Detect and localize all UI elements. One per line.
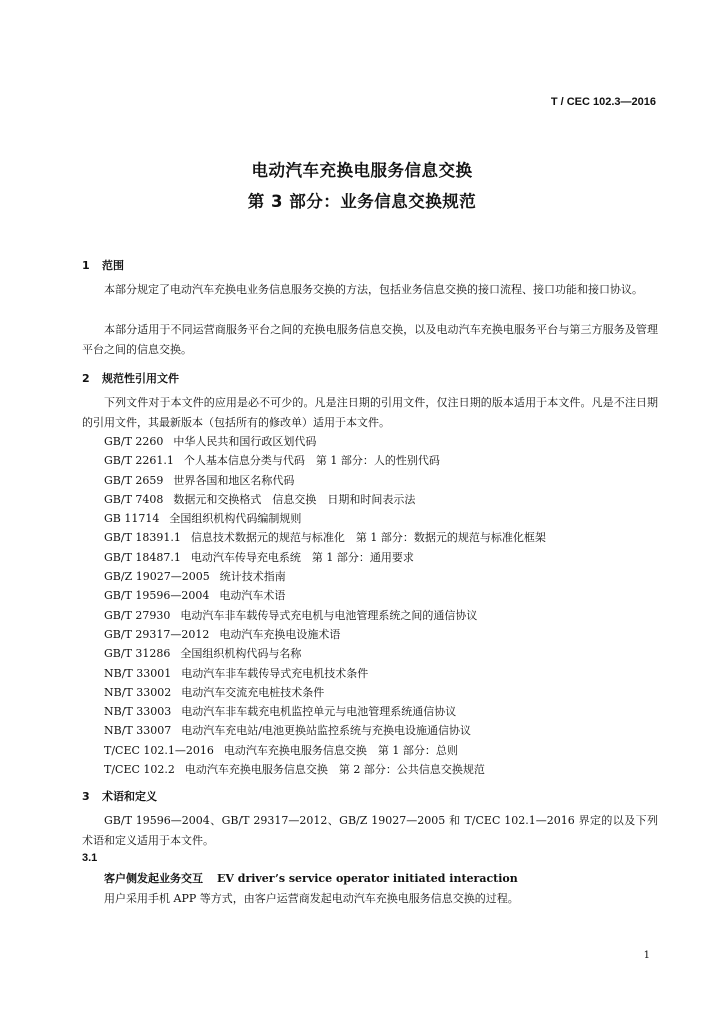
- document-title-line-2: 第 3 部分：业务信息交换规范: [247, 192, 477, 211]
- reference-item: [104, 721, 546, 740]
- reference-title: 电动汽车术语: [219, 589, 286, 603]
- reference-title: 电动汽车充换电服务信息交换 第 2 部分：公共信息交换规范: [184, 763, 485, 777]
- section-heading-scope: [82, 257, 124, 273]
- reference-code: NB/T 33002: [104, 685, 172, 699]
- reference-item: [104, 683, 546, 702]
- reference-code: GB/T 18487.1: [104, 550, 181, 564]
- reference-item: [104, 567, 546, 586]
- section-title: 范围: [102, 259, 124, 272]
- reference-code: GB 11714: [104, 512, 160, 526]
- reference-item: [104, 451, 546, 470]
- reference-item: [104, 702, 546, 721]
- reference-item: [104, 664, 546, 683]
- term-chinese: 客户侧发起业务交互: [104, 872, 203, 885]
- reference-item: [104, 432, 546, 451]
- section-heading-normative: [82, 370, 179, 386]
- reference-item: [104, 606, 546, 625]
- reference-title: 电动汽车非车载传导式充电机与电池管理系统之间的通信协议: [180, 608, 478, 622]
- page-number: 1: [643, 950, 650, 961]
- terms-intro: GB/T 19596—2004、GB/T 29317—2012、GB/Z 19027—2005 和 T/CEC 102.1—2016 界定的以及下列术语和定义适用于本文件。: [82, 814, 658, 847]
- reference-title: 中华人民共和国行政区划代码: [173, 435, 317, 448]
- reference-item: [104, 741, 546, 760]
- reference-title: 电动汽车交流充电桩技术条件: [181, 685, 325, 699]
- reference-code: GB/T 2261.1: [104, 454, 174, 468]
- reference-item: [104, 509, 546, 528]
- reference-title: 电动汽车充电站/电池更换站监控系统与充换电设施通信协议: [181, 724, 471, 738]
- section-title: 规范性引用文件: [102, 372, 179, 385]
- section-number: 3: [82, 790, 90, 803]
- reference-code: NB/T 33007: [104, 724, 172, 738]
- reference-code: T/CEC 102.1—2016: [104, 743, 214, 757]
- term-heading: [104, 870, 518, 886]
- reference-code: GB/T 31286: [104, 647, 171, 661]
- reference-code: T/CEC 102.2: [104, 763, 175, 777]
- reference-item: [104, 586, 546, 605]
- reference-item: [104, 548, 546, 567]
- scope-paragraph-2: 本部分适用于不同运营商服务平台之间的充换电服务信息交换，以及电动汽车充换电服务平台与第三方服务及管理平台之间的信息交换。: [82, 323, 658, 356]
- reference-item: [104, 471, 546, 490]
- reference-title: 世界各国和地区名称代码: [173, 473, 295, 487]
- section-number: 2: [82, 372, 90, 385]
- normative-intro: 下列文件对于本文件的应用是必不可少的。凡是注日期的引用文件，仅注日期的版本适用于本文件。凡是不注日期的引用文件，其最新版本（包括所有的修改单）适用于本文件。: [82, 396, 658, 429]
- section-number: 1: [82, 259, 90, 272]
- reference-code: GB/T 19596—2004: [104, 589, 210, 603]
- reference-title: 电动汽车非车载传导式充电机技术条件: [181, 666, 369, 680]
- reference-code: GB/Z 19027—2005: [104, 570, 210, 584]
- reference-code: GB/T 27930: [104, 608, 171, 622]
- reference-code: GB/T 29317—2012: [104, 627, 210, 641]
- reference-title: 全国组织机构代码编制规则: [169, 512, 302, 526]
- reference-title: 全国组织机构代码与名称: [180, 647, 302, 661]
- reference-title: 电动汽车非车载充电机监控单元与电池管理系统通信协议: [181, 705, 457, 719]
- reference-code: GB/T 2659: [104, 473, 164, 487]
- reference-title: 电动汽车充换电设施术语: [219, 627, 341, 641]
- reference-title: 数据元和交换格式 信息交换 日期和时间表示法: [173, 492, 416, 506]
- reference-item: [104, 644, 546, 663]
- term-number: 3.1: [82, 852, 98, 864]
- document-title-line-1: 电动汽车充换电服务信息交换: [251, 161, 473, 180]
- reference-item: [104, 625, 546, 644]
- reference-item: [104, 528, 546, 547]
- reference-code: NB/T 33003: [104, 705, 172, 719]
- reference-code: GB/T 7408: [104, 492, 164, 506]
- reference-title: 个人基本信息分类与代码 第 1 部分：人的性别代码: [183, 454, 440, 468]
- scope-paragraph-1: 本部分规定了电动汽车充换电业务信息服务交换的方法，包括业务信息交换的接口流程、接口功能和接口协议。: [104, 283, 643, 296]
- section-heading-terms: [82, 788, 157, 804]
- section-title: 术语和定义: [102, 790, 157, 803]
- term-definition: 用户采用手机 APP 等方式，由客户运营商发起电动汽车充换电服务信息交换的过程。: [104, 892, 519, 905]
- reference-title: 电动汽车充换电服务信息交换 第 1 部分：总则: [223, 743, 458, 757]
- reference-title: 统计技术指南: [219, 570, 286, 584]
- reference-code: GB/T 2260: [104, 435, 164, 448]
- term-english: EV driver’s service operator initiated interaction: [217, 872, 518, 885]
- reference-title: 电动汽车传导充电系统 第 1 部分：通用要求: [190, 550, 414, 564]
- reference-item: [104, 490, 546, 509]
- reference-item: [104, 760, 546, 779]
- reference-code: GB/T 18391.1: [104, 531, 181, 545]
- standard-code: T / CEC 102.3—2016: [550, 96, 656, 108]
- reference-title: 信息技术数据元的规范与标准化 第 1 部分：数据元的规范与标准化框架: [190, 531, 546, 545]
- reference-code: NB/T 33001: [104, 666, 172, 680]
- reference-list: [104, 432, 546, 779]
